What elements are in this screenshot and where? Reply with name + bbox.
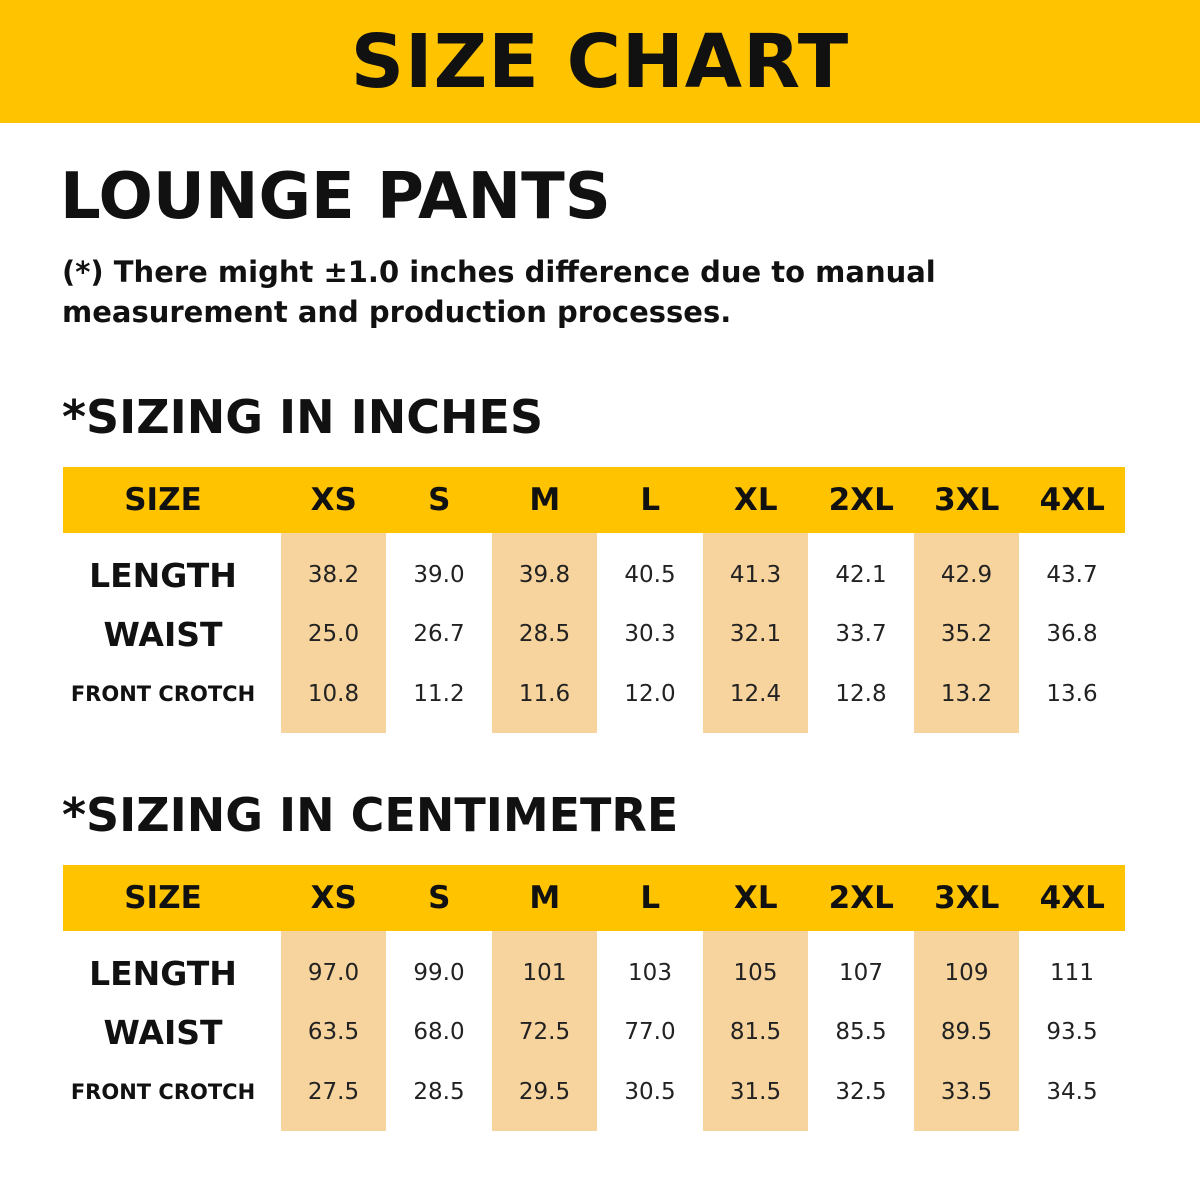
size-header-label: SIZE [124, 880, 202, 916]
banner-title: SIZE CHART [350, 18, 850, 105]
row-label-length: LENGTH [89, 555, 237, 595]
row-label-front-crotch: FRONT CROTCH [70, 1080, 256, 1104]
size-header-xl: XL [733, 482, 778, 518]
size-value-cell: 11.2 [413, 681, 465, 707]
inches-size-table [63, 467, 1125, 733]
size-value-cell: 31.5 [729, 1079, 782, 1105]
size-value-cell: 25.0 [307, 621, 360, 647]
row-label-length: LENGTH [89, 953, 237, 993]
size-value-cell: 41.3 [729, 562, 782, 588]
size-header-4xl: 4XL [1039, 880, 1105, 916]
size-value-cell: 33.7 [835, 621, 887, 647]
size-value-cell: 99.0 [413, 960, 465, 986]
size-value-cell: 42.9 [940, 562, 993, 588]
size-value-cell: 109 [944, 960, 989, 986]
size-value-cell: 33.5 [940, 1079, 993, 1105]
size-value-cell: 81.5 [729, 1019, 782, 1045]
size-value-cell: 63.5 [307, 1019, 360, 1045]
size-value-cell: 39.8 [518, 562, 571, 588]
size-header-m: M [529, 880, 561, 916]
size-value-cell: 28.5 [518, 621, 571, 647]
size-value-cell: 38.2 [307, 562, 360, 588]
size-value-cell: 11.6 [518, 681, 571, 707]
size-value-cell: 42.1 [835, 562, 887, 588]
size-value-cell: 12.0 [624, 681, 676, 707]
size-value-cell: 35.2 [940, 621, 993, 647]
size-header-s: S [428, 482, 451, 518]
size-value-cell: 12.4 [729, 681, 782, 707]
size-value-cell: 68.0 [413, 1019, 465, 1045]
size-value-cell: 111 [1050, 960, 1094, 986]
size-value-cell: 93.5 [1046, 1019, 1098, 1045]
size-header-xl: XL [733, 880, 778, 916]
size-value-cell: 10.8 [307, 681, 360, 707]
size-header-2xl: 2XL [828, 880, 894, 916]
size-header-4xl: 4XL [1039, 482, 1105, 518]
header-banner [0, 0, 1200, 123]
size-value-cell: 27.5 [307, 1079, 360, 1105]
size-header-m: M [529, 482, 561, 518]
size-header-xs: XS [310, 482, 357, 518]
row-label-front-crotch: FRONT CROTCH [70, 682, 256, 706]
size-value-cell: 26.7 [413, 621, 465, 647]
size-value-cell: 105 [733, 960, 778, 986]
size-value-cell: 36.8 [1046, 621, 1098, 647]
size-value-cell: 30.3 [624, 621, 676, 647]
row-label-waist: WAIST [103, 614, 223, 654]
size-value-cell: 107 [839, 960, 883, 986]
size-value-cell: 32.1 [729, 621, 782, 647]
size-header-l: L [640, 880, 661, 916]
size-value-cell: 39.0 [413, 562, 465, 588]
size-value-cell: 30.5 [624, 1079, 676, 1105]
size-value-cell: 85.5 [835, 1019, 887, 1045]
size-value-cell: 12.8 [835, 681, 887, 707]
size-value-cell: 77.0 [624, 1019, 676, 1045]
size-header-2xl: 2XL [828, 482, 894, 518]
size-header-l: L [640, 482, 661, 518]
centimetre-size-table [63, 865, 1125, 1131]
inches-section-title: *SIZING IN INCHES [62, 390, 544, 444]
size-value-cell: 13.6 [1046, 681, 1098, 707]
size-value-cell: 43.7 [1046, 562, 1098, 588]
size-header-3xl: 3XL [934, 880, 1000, 916]
size-value-cell: 40.5 [624, 562, 676, 588]
size-value-cell: 97.0 [307, 960, 360, 986]
size-header-s: S [428, 880, 451, 916]
size-value-cell: 34.5 [1046, 1079, 1098, 1105]
size-value-cell: 32.5 [835, 1079, 887, 1105]
size-value-cell: 89.5 [940, 1019, 993, 1045]
size-value-cell: 103 [628, 960, 672, 986]
size-header-xs: XS [310, 880, 357, 916]
size-value-cell: 72.5 [518, 1019, 571, 1045]
product-title: LOUNGE PANTS [60, 160, 611, 234]
size-value-cell: 101 [522, 960, 567, 986]
size-value-cell: 29.5 [518, 1079, 571, 1105]
size-header-3xl: 3XL [934, 482, 1000, 518]
size-value-cell: 13.2 [940, 681, 993, 707]
centimetre-section-title: *SIZING IN CENTIMETRE [62, 788, 679, 842]
size-value-cell: 28.5 [413, 1079, 465, 1105]
size-header-label: SIZE [124, 482, 202, 518]
row-label-waist: WAIST [103, 1012, 223, 1052]
measurement-note: (*) There might ±1.0 inches difference due to manual measurement and production processes. [62, 255, 936, 329]
